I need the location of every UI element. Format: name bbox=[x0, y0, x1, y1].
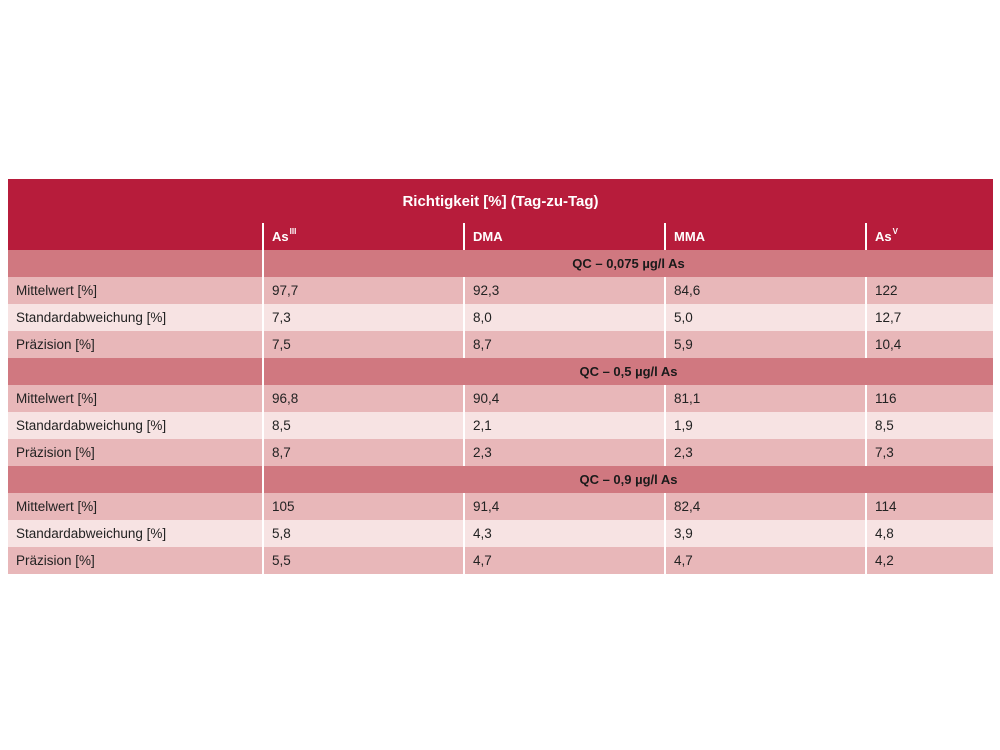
table-cell: 4,3 bbox=[463, 520, 664, 547]
column-header-mma bbox=[664, 223, 865, 250]
column-header-label: As bbox=[272, 229, 289, 244]
column-header-empty bbox=[8, 223, 262, 250]
table-header bbox=[8, 179, 993, 250]
table-cell: 122 bbox=[865, 277, 993, 304]
table-cell: 1,9 bbox=[664, 412, 865, 439]
section-header-row bbox=[8, 358, 993, 385]
table-cell: 96,8 bbox=[262, 385, 463, 412]
table-row bbox=[8, 520, 993, 547]
table-body bbox=[8, 250, 993, 574]
table-cell: 105 bbox=[262, 493, 463, 520]
row-label: Standardabweichung [%] bbox=[16, 310, 167, 325]
table-cell: 8,7 bbox=[262, 439, 463, 466]
section-header-row bbox=[8, 466, 993, 493]
table-cell: 4,7 bbox=[463, 547, 664, 574]
column-header-row bbox=[8, 223, 993, 250]
column-header-superscript: V bbox=[892, 227, 898, 236]
table-cell: 4,8 bbox=[865, 520, 993, 547]
table-row bbox=[8, 304, 993, 331]
table-row bbox=[8, 331, 993, 358]
section-header-row bbox=[8, 250, 993, 277]
table-cell: 116 bbox=[865, 385, 993, 412]
table-cell: 92,3 bbox=[463, 277, 664, 304]
table-cell: 81,1 bbox=[664, 385, 865, 412]
table-cell: 82,4 bbox=[664, 493, 865, 520]
table-cell: 7,3 bbox=[865, 439, 993, 466]
section-title: QC – 0,5 µg/l As bbox=[262, 358, 993, 385]
table-title: Richtigkeit [%] (Tag-zu-Tag) bbox=[402, 192, 599, 210]
table-cell: 5,5 bbox=[262, 547, 463, 574]
table-cell: 7,3 bbox=[262, 304, 463, 331]
table-cell: 97,7 bbox=[262, 277, 463, 304]
table-cell: 8,5 bbox=[262, 412, 463, 439]
section-title: QC – 0,075 µg/l As bbox=[262, 250, 993, 277]
table-row bbox=[8, 547, 993, 574]
table-cell: 5,8 bbox=[262, 520, 463, 547]
table-cell: 2,3 bbox=[463, 439, 664, 466]
table-cell: 10,4 bbox=[865, 331, 993, 358]
row-label: Mittelwert [%] bbox=[16, 283, 98, 298]
table-cell: 5,0 bbox=[664, 304, 865, 331]
table-cell: 8,5 bbox=[865, 412, 993, 439]
section-title: QC – 0,9 µg/l As bbox=[262, 466, 993, 493]
table-cell: 90,4 bbox=[463, 385, 664, 412]
table-cell: 5,9 bbox=[664, 331, 865, 358]
column-header-dma bbox=[463, 223, 664, 250]
column-header-label: As bbox=[875, 229, 892, 244]
table-cell: 2,1 bbox=[463, 412, 664, 439]
column-header-label: DMA bbox=[473, 229, 503, 244]
section-header-blank bbox=[8, 358, 262, 385]
column-header-as3 bbox=[262, 223, 463, 250]
table-cell: 2,3 bbox=[664, 439, 865, 466]
table-row bbox=[8, 412, 993, 439]
table-row bbox=[8, 385, 993, 412]
row-label: Präzision [%] bbox=[16, 553, 95, 568]
column-header-as5 bbox=[865, 223, 993, 250]
results-table bbox=[8, 179, 993, 574]
section-header-blank bbox=[8, 250, 262, 277]
row-label: Mittelwert [%] bbox=[16, 499, 98, 514]
section-header-blank bbox=[8, 466, 262, 493]
table-cell: 3,9 bbox=[664, 520, 865, 547]
table-cell: 114 bbox=[865, 493, 993, 520]
row-label: Standardabweichung [%] bbox=[16, 418, 167, 433]
row-label: Präzision [%] bbox=[16, 445, 95, 460]
column-header-superscript: III bbox=[289, 227, 297, 236]
table-cell: 4,7 bbox=[664, 547, 865, 574]
table-row bbox=[8, 439, 993, 466]
table-cell: 84,6 bbox=[664, 277, 865, 304]
table-cell: 8,7 bbox=[463, 331, 664, 358]
table-row bbox=[8, 493, 993, 520]
table-row bbox=[8, 277, 993, 304]
column-header-label: MMA bbox=[674, 229, 706, 244]
row-label: Standardabweichung [%] bbox=[16, 526, 167, 541]
row-label: Mittelwert [%] bbox=[16, 391, 98, 406]
table-cell: 7,5 bbox=[262, 331, 463, 358]
row-label: Präzision [%] bbox=[16, 337, 95, 352]
table-cell: 91,4 bbox=[463, 493, 664, 520]
table-cell: 12,7 bbox=[865, 304, 993, 331]
table-cell: 4,2 bbox=[865, 547, 993, 574]
table-cell: 8,0 bbox=[463, 304, 664, 331]
